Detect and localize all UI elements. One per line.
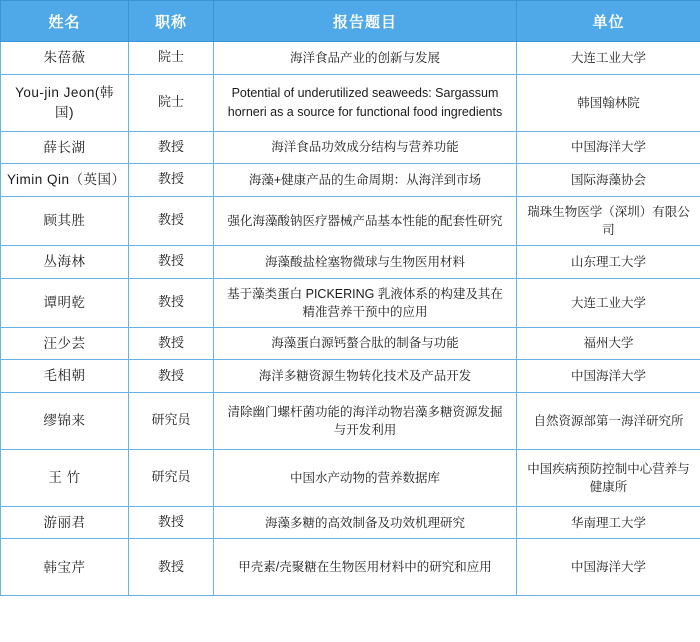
column-header-topic: 报告题目 — [214, 1, 517, 42]
table-row — [1, 360, 700, 393]
cell-org: 福州大学 — [517, 327, 700, 360]
cell-title: 教授 — [129, 278, 214, 327]
table-row — [1, 245, 700, 278]
cell-topic: 中国水产动物的营养数据库 — [214, 449, 517, 506]
table-row — [1, 278, 700, 327]
table-row — [1, 74, 700, 131]
table-header — [1, 1, 700, 42]
cell-name: 缪锦来 — [1, 392, 129, 449]
cell-title: 教授 — [129, 327, 214, 360]
cell-topic: Potential of underutilized seaweeds: Sargassum horneri as a source for functional food ingredients — [214, 74, 517, 131]
cell-topic: 海藻+健康产品的生命周期：从海洋到市场 — [214, 164, 517, 197]
table-row — [1, 42, 700, 75]
cell-topic: 清除幽门螺杆菌功能的海洋动物岩藻多糖资源发掘与开发利用 — [214, 392, 517, 449]
table-row — [1, 164, 700, 197]
cell-topic: 海藻多糖的高效制备及功效机理研究 — [214, 506, 517, 539]
cell-org: 国际海藻协会 — [517, 164, 700, 197]
cell-name: 薛长湖 — [1, 131, 129, 164]
table-body — [1, 42, 700, 596]
cell-title: 教授 — [129, 164, 214, 197]
cell-org: 中国海洋大学 — [517, 539, 700, 596]
table-row — [1, 449, 700, 506]
cell-name: 谭明乾 — [1, 278, 129, 327]
cell-name: 汪少芸 — [1, 327, 129, 360]
cell-org: 山东理工大学 — [517, 245, 700, 278]
cell-topic: 基于藻类蛋白 PICKERING 乳液体系的构建及其在精准营养干预中的应用 — [214, 278, 517, 327]
cell-name: 韩宝芹 — [1, 539, 129, 596]
table-row — [1, 539, 700, 596]
cell-name: Yimin Qin（英国） — [1, 164, 129, 197]
column-header-name: 姓名 — [1, 1, 129, 42]
cell-org: 华南理工大学 — [517, 506, 700, 539]
cell-title: 教授 — [129, 506, 214, 539]
cell-topic: 强化海藻酸钠医疗器械产品基本性能的配套性研究 — [214, 196, 517, 245]
cell-org: 大连工业大学 — [517, 278, 700, 327]
column-header-title: 职称 — [129, 1, 214, 42]
cell-title: 教授 — [129, 360, 214, 393]
cell-topic: 海藻酸盐栓塞物微球与生物医用材料 — [214, 245, 517, 278]
table-row — [1, 506, 700, 539]
cell-org: 瑞珠生物医学（深圳）有限公司 — [517, 196, 700, 245]
cell-title: 院士 — [129, 74, 214, 131]
table-header-row — [1, 1, 700, 42]
cell-name: 顾其胜 — [1, 196, 129, 245]
cell-name: 丛海林 — [1, 245, 129, 278]
cell-topic: 海洋食品产业的创新与发展 — [214, 42, 517, 75]
cell-title: 教授 — [129, 131, 214, 164]
cell-topic: 海洋食品功效成分结构与营养功能 — [214, 131, 517, 164]
cell-name: 朱蓓薇 — [1, 42, 129, 75]
cell-org: 中国海洋大学 — [517, 360, 700, 393]
cell-org: 中国海洋大学 — [517, 131, 700, 164]
table-row — [1, 196, 700, 245]
cell-name: 游丽君 — [1, 506, 129, 539]
table-row — [1, 392, 700, 449]
cell-org: 韩国翰林院 — [517, 74, 700, 131]
cell-title: 研究员 — [129, 392, 214, 449]
cell-topic: 海洋多糖资源生物转化技术及产品开发 — [214, 360, 517, 393]
cell-topic: 甲壳素/壳聚糖在生物医用材料中的研究和应用 — [214, 539, 517, 596]
cell-title: 研究员 — [129, 449, 214, 506]
cell-name: 王 竹 — [1, 449, 129, 506]
cell-topic: 海藻蛋白源钙螯合肽的制备与功能 — [214, 327, 517, 360]
table-row — [1, 131, 700, 164]
cell-title: 教授 — [129, 539, 214, 596]
cell-org: 自然资源部第一海洋研究所 — [517, 392, 700, 449]
cell-org: 大连工业大学 — [517, 42, 700, 75]
column-header-org: 单位 — [517, 1, 700, 42]
cell-title: 教授 — [129, 245, 214, 278]
table-row — [1, 327, 700, 360]
cell-name: You-jin Jeon(韩国) — [1, 74, 129, 131]
cell-title: 教授 — [129, 196, 214, 245]
cell-org: 中国疾病预防控制中心营养与健康所 — [517, 449, 700, 506]
cell-name: 毛相朝 — [1, 360, 129, 393]
cell-title: 院士 — [129, 42, 214, 75]
